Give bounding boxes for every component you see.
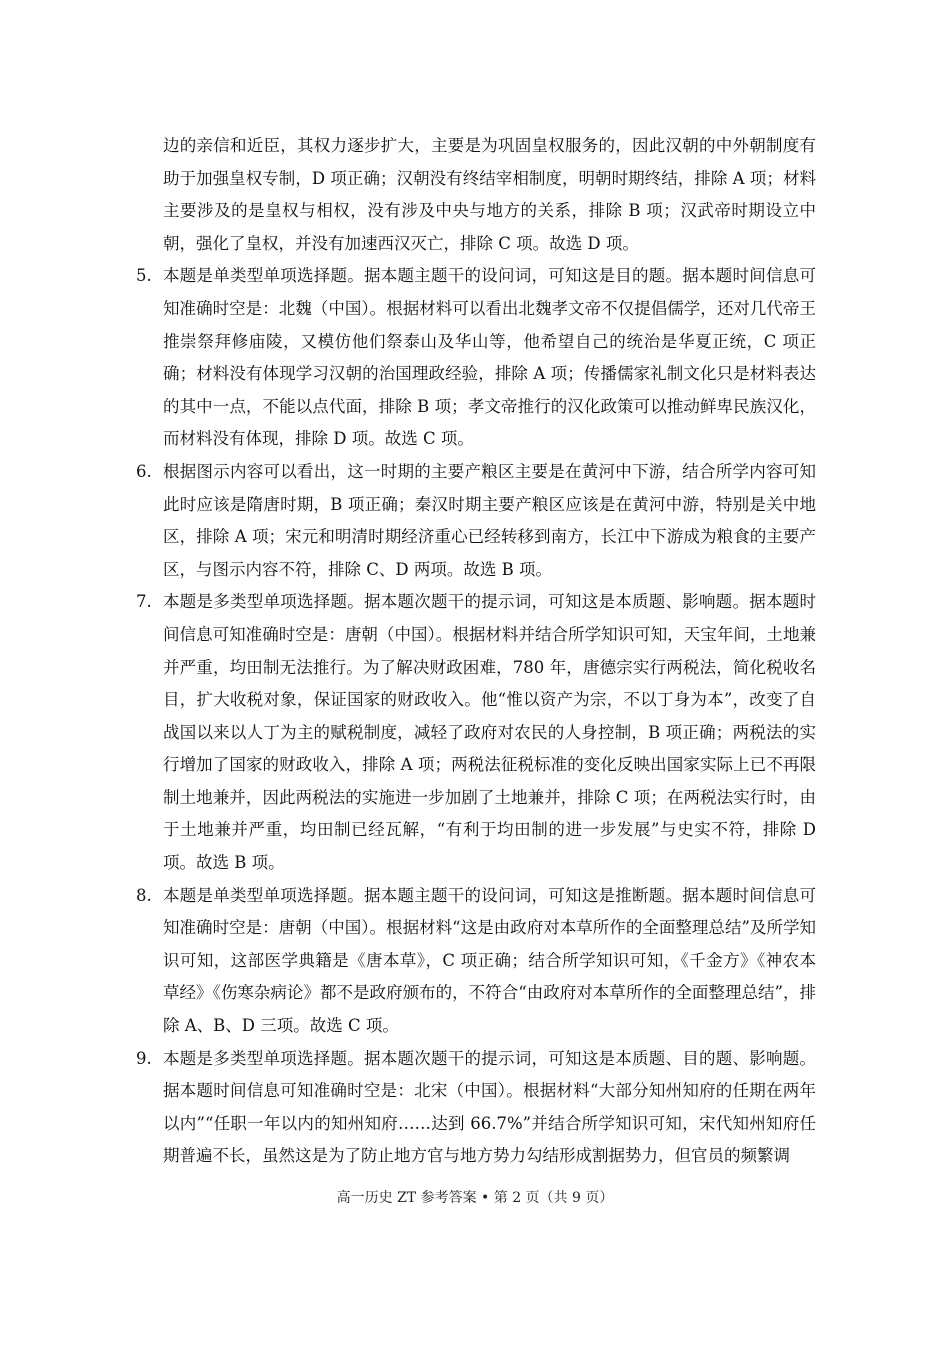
page-footer: 高一历史 ZT 参考答案 • 第 2 页（共 9 页） (336, 1190, 614, 1206)
answer-item-5 (136, 260, 816, 456)
item-text: 本题是单类型单项选择题。据本题主题干的设问词，可知这是推断题。据本题时间信息可知准确时空是：唐朝（中国）。根据材料“这是由政府对本草所作的全面整理总结”及所学知识可知，这部医学典籍是《唐本草》，C 项正确；结合所学知识可知，《千金方》《神农本草经》《伤寒杂病论》都不是政府颁布的，不符合“由政府对本草所作的全面整理总结”，排除 A、B、D 三项。故选 C 项。 (163, 885, 816, 1036)
answer-content (136, 130, 816, 1173)
item-text: 根据图示内容可以看出，这一时期的主要产粮区主要是在黄河中下游，结合所学内容可知此时应该是隋唐时期，B 项正确；秦汉时期主要产粮区应该是在黄河中游，特别是关中地区，排除 A 项；宋元和明清时期经济重心已经转移到南方，长江中下游成为粮食的主要产区，与图示内容不符，排除 C、D 两项。故选 B 项。 (163, 461, 816, 579)
answer-item-9 (136, 1043, 816, 1173)
answer-item-6 (136, 456, 816, 586)
item-text: 本题是单类型单项选择题。据本题主题干的设问词，可知这是目的题。据本题时间信息可知准确时空是：北魏（中国）。根据材料可以看出北魏孝文帝不仅提倡儒学，还对几代帝王推崇祭拜修庙陵，又模仿他们祭泰山及华山等，他希望自己的统治是华夏正统，C 项正确；材料没有体现学习汉朝的治国理政经验，排除 A 项；传播儒家礼制文化只是材料表达的其中一点，不能以点代面，排除 B 项；孝文帝推行的汉化政策可以推动鲜卑民族汉化，而材料没有体现，排除 D 项。故选 C 项。 (163, 266, 816, 449)
item-text: 本题是多类型单项选择题。据本题次题干的提示词，可知这是本质题、目的题、影响题。据本题时间信息可知准确时空是：北宋（中国）。根据材料“大部分知州知府的任期在两年以内”“任职一年以内的知州知府……达到 66.7%”并结合所学知识可知，宋代知州知府任期普遍不长，虽然这是为了防止地方官与地方势力勾结形成割据势力，但官员的频繁调 (163, 1048, 816, 1166)
answer-item-8 (136, 880, 816, 1043)
answer-item-7 (136, 586, 816, 879)
continued-answer-paragraph: 边的亲信和近臣，其权力逐步扩大，主要是为巩固皇权服务的，因此汉朝的中外朝制度有助于加强皇权专制，D 项正确；汉朝没有终结宰相制度，明朝时期终结，排除 A 项；材料主要涉及的是皇权与相权，没有涉及中央与地方的关系，排除 B 项；汉武帝时期设立中朝，强化了皇权，并没有加速西汉灭亡，排除 C 项。故选 D 项。 (163, 136, 816, 253)
item-number: 7. (136, 592, 152, 612)
item-text: 本题是多类型单项选择题。据本题次题干的提示词，可知这是本质题、影响题。据本题时间信息可知准确时空是：唐朝（中国）。根据材料并结合所学知识可知，天宝年间，土地兼并严重，均田制无法推行。为了解决财政困难，780 年，唐德宗实行两税法，简化税收名目，扩大收税对象，保证国家的财政收入。他“惟以资产为宗，不以丁身为本”，改变了自战国以来以人丁为主的赋税制度，减轻了政府对农民的人身控制，B 项正确；两税法的实行增加了国家的财政收入，排除 A 项；两税法征税标准的变化反映出国家实际上已不再限制土地兼并，因此两税法的实施进一步加剧了土地兼并，排除 C 项；在两税法实行时，由于土地兼并严重，均田制已经瓦解，“有利于均田制的进一步发展”与史实不符，排除 D 项。故选 B 项。 (163, 592, 816, 873)
item-number: 6. (136, 461, 152, 481)
item-number: 8. (136, 885, 152, 905)
item-number: 5. (136, 266, 152, 286)
item-number: 9. (136, 1048, 152, 1068)
